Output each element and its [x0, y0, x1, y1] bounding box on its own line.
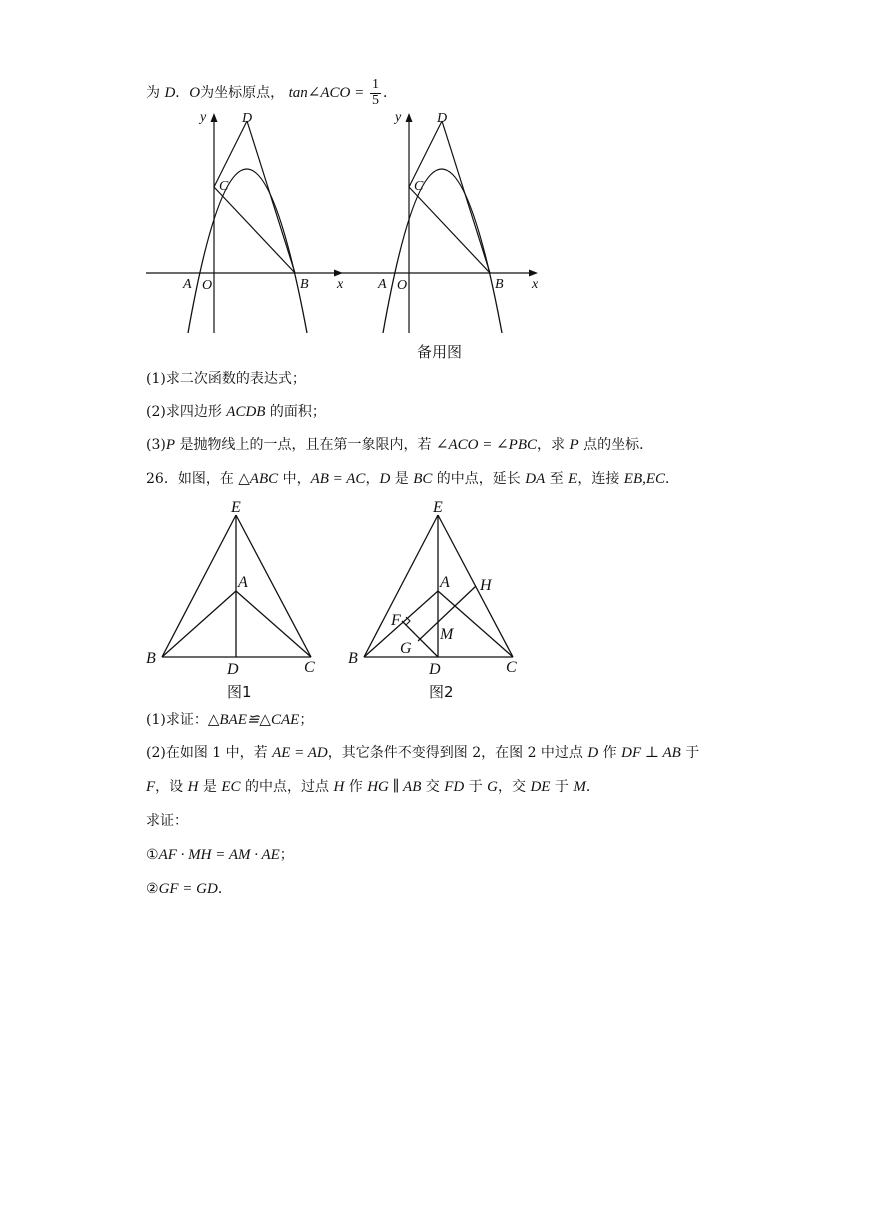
q25-part3: (3)P 是抛物线上的一点，且在第一象限内，若 ∠ACO = ∠PBC，求 P 点的坐标． [146, 437, 654, 453]
svg-text:F: F [391, 612, 401, 629]
svg-text:D: D [242, 111, 253, 126]
svg-text:O: O [202, 278, 213, 293]
svg-text:D: D [227, 661, 239, 678]
svg-text:E: E [231, 499, 241, 516]
backup-caption: 备用图 [417, 343, 463, 361]
q26-part2-line1: (2)在如图 1 中，若 AE = AD，其它条件不变得到图 2，在图 2 中过点 D 作 DF ⊥ AB 于 [146, 745, 700, 761]
claim-1: ①AF · MH = AM · AE； [146, 847, 294, 863]
svg-text:M: M [440, 626, 454, 643]
svg-text:y: y [200, 110, 207, 125]
q26-part2-line2: F，设 H 是 EC 的中点，过点 H 作 HG ∥ AB 交 FD 于 G，交 DE 于 M． [146, 779, 600, 795]
svg-text:D: D [429, 661, 441, 678]
q26-part1: (1)求证：△BAE≌△CAE； [146, 712, 314, 728]
svg-text:B: B [300, 277, 309, 292]
svg-text:B: B [495, 277, 504, 292]
svg-text:B: B [146, 650, 156, 667]
svg-text:C: C [304, 659, 315, 676]
svg-text:G: G [400, 640, 412, 657]
q25-part1: (1)求二次函数的表达式； [146, 371, 306, 387]
svg-text:A: A [440, 574, 450, 591]
svg-text:C: C [414, 179, 424, 194]
triangle-figure-1 [140, 495, 340, 705]
q25-part2: (2)求四边形 ACDB 的面积； [146, 404, 326, 420]
svg-text:D: D [437, 111, 448, 126]
triangle-figure-2 [342, 495, 542, 705]
svg-text:O: O [397, 278, 408, 293]
svg-text:C: C [219, 179, 229, 194]
svg-text:y: y [395, 110, 402, 125]
q26-statement: 26．如图，在 △ABC 中，AB = AC，D 是 BC 的中点，延长 DA 至 E，连接 EB,EC． [146, 471, 680, 487]
svg-text:A: A [183, 277, 192, 292]
fig1-caption: 图1 [227, 683, 252, 701]
parabola-figure-main [140, 105, 350, 340]
svg-text:C: C [506, 659, 517, 676]
fig2-caption: 图2 [429, 683, 454, 701]
svg-text:x: x [532, 277, 539, 292]
svg-text:B: B [348, 650, 358, 667]
svg-text:x: x [337, 277, 344, 292]
intro-line: 为 D．O为坐标原点， tan∠ACO = $\frac{1}{5}$ ． [146, 77, 397, 108]
prove-label: 求证： [146, 813, 188, 829]
svg-text:A: A [238, 574, 248, 591]
svg-text:A: A [378, 277, 387, 292]
fraction: $\frac{1}{5}$ [371, 77, 379, 108]
svg-text:H: H [480, 577, 492, 594]
svg-text:E: E [433, 499, 443, 516]
claim-2: ②GF = GD． [146, 881, 232, 897]
parabola-figure-backup [335, 105, 545, 361]
tan-expression: tan∠ACO = [288, 85, 368, 102]
